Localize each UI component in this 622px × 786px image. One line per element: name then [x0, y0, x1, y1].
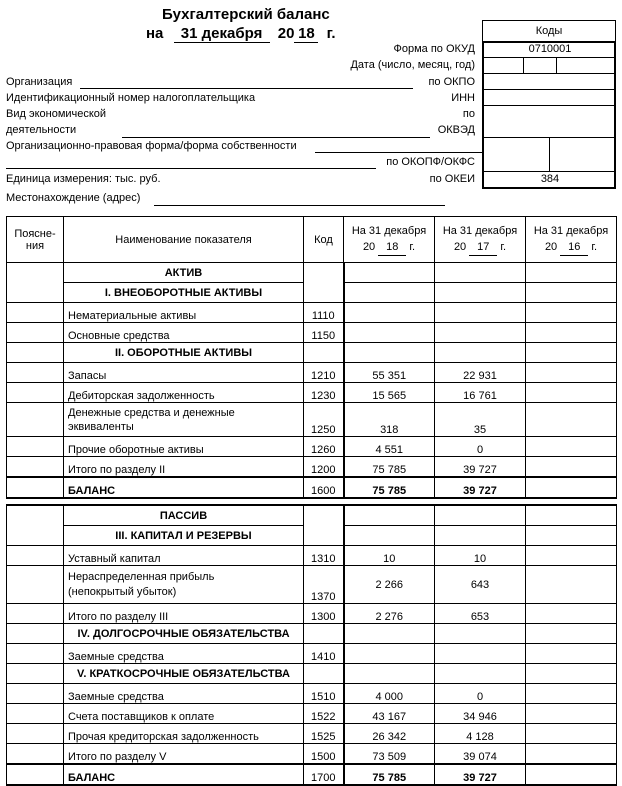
table-row: Запасы 1210 55 351 22 931	[7, 363, 617, 383]
header-col1: На 31 декабря 20 18 г.	[344, 217, 435, 263]
okei-value: 384	[540, 173, 560, 185]
table-row: Итого по разделу II 1200 75 785 39 727	[7, 457, 617, 478]
table-row: Нематериальные активы 1110	[7, 303, 617, 323]
table-row-balance: БАЛАНС 1700 75 785 39 727	[7, 764, 617, 785]
okopf-label: по ОКОПФ/ОКФС	[386, 156, 475, 168]
activity-label-2: деятельности	[6, 124, 77, 136]
header-name: Наименование показателя	[64, 217, 304, 263]
table-row: Итого по разделу III 1300 2 276 653	[7, 604, 617, 624]
table-row-balance: БАЛАНС 1600 75 785 39 727	[7, 477, 617, 498]
activity-label-1: Вид экономической	[6, 108, 107, 120]
okved-label-2: ОКВЭД	[437, 124, 475, 136]
table-row: Заемные средства 1510 4 000 0	[7, 684, 617, 704]
header-col3: На 31 декабря 20 16 г.	[526, 217, 617, 263]
header-notes: Поясне-ния	[7, 217, 64, 263]
liabilities-table	[6, 504, 617, 786]
okud-label: Форма по ОКУД	[393, 43, 475, 55]
section-asset: АКТИВ	[64, 263, 304, 283]
organization-label: Организация	[6, 76, 73, 88]
table-row: Прочая кредиторская задолженность 1525 26 342 4 128	[7, 724, 617, 744]
location-label: Местонахождение (адрес)	[6, 192, 141, 204]
legal-form-label: Организационно-правовая форма/форма собственности	[6, 140, 297, 152]
table-row: Основные средства 1150	[7, 323, 617, 343]
table-row: Счета поставщиков к оплате 1522 43 167 34 946	[7, 704, 617, 724]
inn-label: ИНН	[451, 92, 475, 104]
header-col2: На 31 декабря 20 17 г.	[435, 217, 526, 263]
section-noncurrent: I. ВНЕОБОРОТНЫЕ АКТИВЫ	[64, 283, 304, 303]
table-row: Денежные средства и денежные эквиваленты 1250 318 35	[7, 403, 617, 437]
okpo-label: по ОКПО	[428, 76, 475, 88]
table-row: Нераспределенная прибыль (непокрытый убыток) 1370 2 266 643	[7, 566, 617, 604]
date-year-prefix: 20	[277, 25, 295, 42]
document-date	[146, 25, 336, 43]
okved-label-1: по	[462, 108, 475, 120]
unit-label: Единица измерения: тыс. руб.	[6, 173, 161, 185]
assets-table	[6, 216, 617, 499]
section-current: II. ОБОРОТНЫЕ АКТИВЫ	[64, 343, 304, 363]
section-liab: ПАССИВ	[64, 505, 304, 526]
section-shortterm: V. КРАТКОСРОЧНЫЕ ОБЯЗАТЕЛЬСТВА	[64, 664, 304, 684]
okei-label: по ОКЕИ	[429, 173, 475, 185]
section-capital: III. КАПИТАЛ И РЕЗЕРВЫ	[64, 526, 304, 546]
okud-value: 0710001	[528, 43, 572, 55]
table-row: Заемные средства 1410	[7, 644, 617, 664]
section-longterm: IV. ДОЛГОСРОЧНЫЕ ОБЯЗАТЕЛЬСТВА	[64, 624, 304, 644]
codes-header: Коды	[535, 25, 563, 37]
table-row: Дебиторская задолженность 1230 15 565 16 761	[7, 383, 617, 403]
codes-header-cell	[482, 20, 616, 41]
date-suffix: г.	[326, 25, 336, 42]
table-row: Уставный капитал 1310 10 10	[7, 546, 617, 566]
inn-full-label: Идентификационный номер налогоплательщика	[6, 92, 256, 104]
header-code: Код	[304, 217, 344, 263]
date-day-month: 31 декабря	[174, 25, 270, 43]
table-row: Итого по разделу V 1500 73 509 39 074	[7, 744, 617, 765]
date-year: 18	[294, 25, 318, 43]
document-title: Бухгалтерский баланс	[162, 6, 330, 23]
table-row: Прочие оборотные активы 1260 4 551 0	[7, 437, 617, 457]
date-label: Дата (число, месяц, год)	[350, 59, 475, 71]
date-prefix: на	[146, 25, 164, 42]
